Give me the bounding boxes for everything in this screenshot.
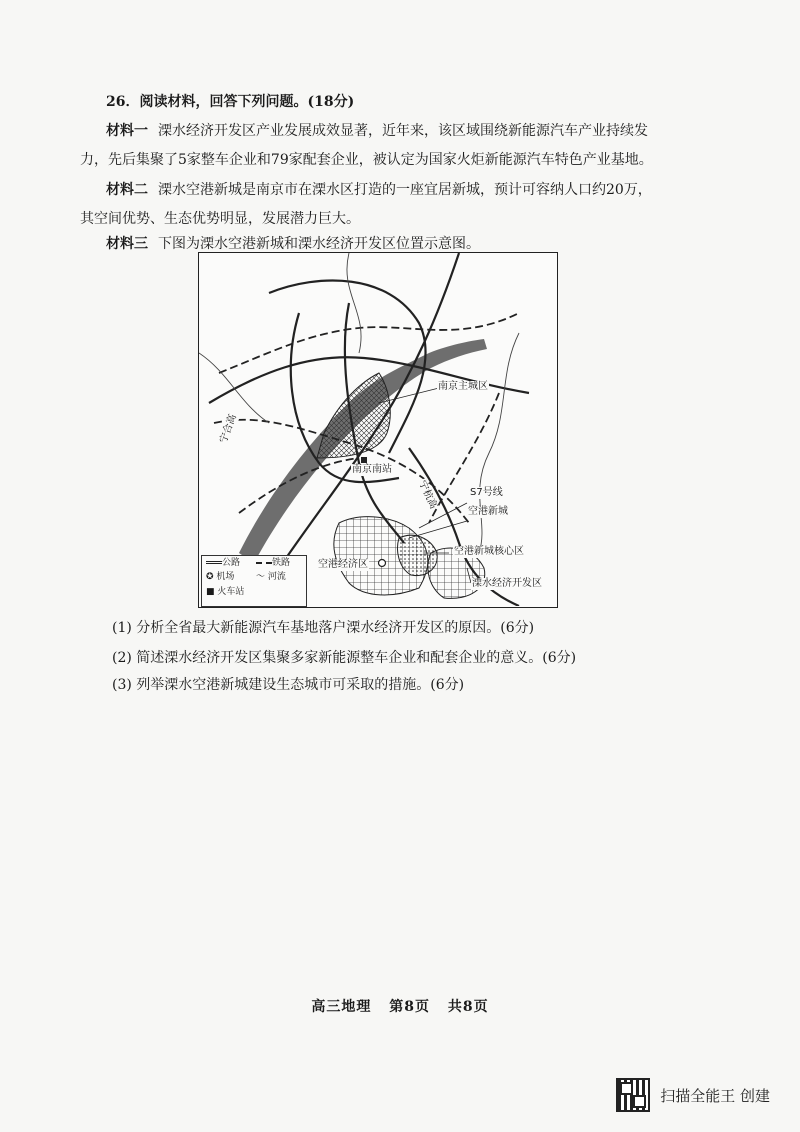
main-city-area	[317, 373, 390, 458]
label-airport-econ-zone: 空港经济区	[318, 559, 368, 570]
road-symbol	[206, 561, 222, 564]
label-lishui-dev-zone: 溧水经济开发区	[472, 578, 542, 589]
legend-rail-label: 铁路	[272, 558, 291, 568]
material-1-text: 溧水经济开发区产业发展成效显著，近年来，该区域围绕新能源汽车产业持续发	[158, 123, 648, 139]
label-core-zone: 空港新城核心区	[454, 546, 524, 557]
footer-page: 第8页	[389, 999, 430, 1015]
material-2-line-1	[106, 180, 652, 200]
location-map	[198, 252, 558, 608]
legend-airport-label: 机场	[216, 572, 235, 582]
airport-icon: ✪	[206, 572, 217, 582]
legend-river	[256, 571, 286, 583]
label-airport-new-city: 空港新城	[468, 506, 508, 517]
river-icon: 〜	[256, 572, 268, 582]
label-hangzhou-rail: 宁杭高	[416, 478, 439, 511]
material-2-tag: 材料二	[106, 182, 148, 198]
material-3-line	[106, 234, 480, 254]
scanner-watermark	[616, 1078, 770, 1112]
legend-rail	[256, 557, 290, 569]
material-1-line-1	[106, 121, 648, 141]
legend-station-label: 火车站	[217, 587, 245, 597]
train-station-icon: ■	[206, 587, 218, 597]
material-3-tag: 材料三	[106, 236, 148, 252]
legend-road-label: 公路	[222, 558, 241, 568]
material-1-line-2: 力，先后集聚了5家整车企业和79家配套企业，被认定为国家火炬新能源汽车特色产业基地。	[80, 152, 653, 168]
material-2-text: 溧水空港新城是南京市在溧水区打造的一座宜居新城，预计可容纳人口约20万，	[158, 182, 652, 198]
sub-question-1: (1) 分析全省最大新能源汽车基地落户溧水经济开发区的原因。(6分)	[112, 620, 535, 636]
label-south-station: 南京南站	[352, 464, 392, 475]
label-ningyu: 宁合高	[218, 412, 239, 445]
legend-station	[206, 586, 244, 598]
rail-symbol	[256, 562, 272, 564]
footer-subject: 高三地理	[311, 999, 372, 1015]
legend-river-label: 河流	[267, 572, 286, 582]
sub-question-3: (3) 列举溧水空港新城建设生态城市可采取的措施。(6分)	[112, 677, 465, 693]
footer-total: 共8页	[447, 999, 489, 1015]
material-1-tag: 材料一	[106, 123, 148, 139]
legend-airport	[206, 571, 234, 583]
page-footer	[0, 996, 800, 1016]
sub-question-2: (2) 简述溧水经济开发区集聚多家新能源整车企业和配套企业的意义。(6分)	[112, 650, 577, 666]
watermark-text: 扫描全能王 创建	[660, 1086, 770, 1105]
material-3-text: 下图为溧水空港新城和溧水经济开发区位置示意图。	[158, 236, 480, 252]
label-main-city: 南京主城区	[438, 381, 488, 392]
material-2-line-2: 其空间优势、生态优势明显，发展潜力巨大。	[80, 211, 360, 227]
question-heading: 26．阅读材料，回答下列问题。(18分)	[106, 94, 355, 110]
label-s7: S7号线	[470, 487, 503, 498]
legend-road	[206, 557, 240, 569]
qr-code-icon	[616, 1078, 650, 1112]
map-legend	[201, 555, 307, 607]
